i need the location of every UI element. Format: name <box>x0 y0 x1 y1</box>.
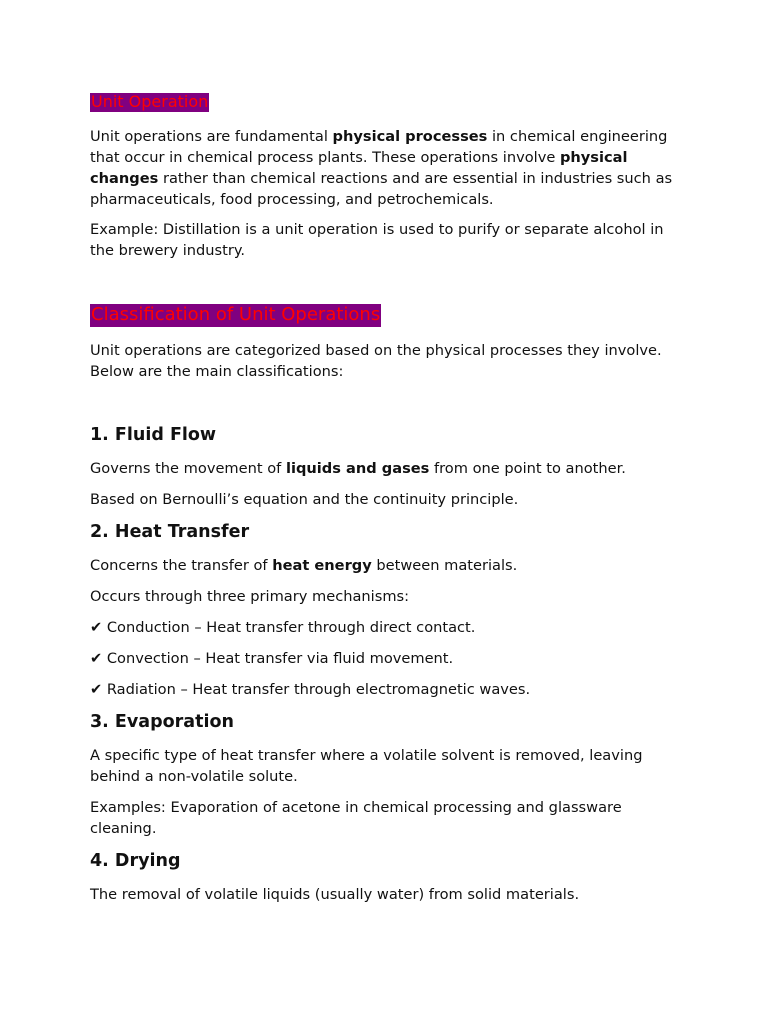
fluid-flow-description: Governs the movement of liquids and gases from one point to another. <box>90 460 626 477</box>
mechanism-radiation: ✔ Radiation – Heat transfer through electromagnetic waves. <box>90 681 531 698</box>
section-heading-classification: Classification of Unit Operations <box>91 304 381 325</box>
evaporation-examples: Examples: Evaporation of acetone in chemical processing and glassware cleaning. <box>90 799 622 837</box>
mechanism-convection: ✔ Convection – Heat transfer via fluid movement. <box>90 650 454 667</box>
unit-operation-example: Example: Distillation is a unit operation is used to purify or separate alcohol in the brewery industry. <box>90 221 664 259</box>
subheading-heat-transfer: 2. Heat Transfer <box>90 522 250 542</box>
section-heading-unit-operation: Unit Operation <box>91 92 209 111</box>
classification-intro: Unit operations are categorized based on the physical processes they involve. Below are the main classifications: <box>90 342 662 380</box>
subheading-fluid-flow: 1. Fluid Flow <box>90 425 217 445</box>
heat-transfer-description: Concerns the transfer of heat energy between materials. <box>90 557 518 574</box>
evaporation-description: A specific type of heat transfer where a volatile solvent is removed, leaving behind a non-volatile solute. <box>90 747 643 785</box>
drying-description: The removal of volatile liquids (usually water) from solid materials. <box>90 886 580 903</box>
subheading-evaporation: 3. Evaporation <box>90 712 234 732</box>
fluid-flow-basis: Based on Bernoulli’s equation and the continuity principle. <box>90 491 519 508</box>
mechanism-conduction: ✔ Conduction – Heat transfer through direct contact. <box>90 619 476 636</box>
subheading-drying: 4. Drying <box>90 851 181 871</box>
heat-transfer-mechanisms-intro: Occurs through three primary mechanisms: <box>90 588 410 605</box>
unit-operation-definition: Unit operations are fundamental physical processes in chemical engineering that occur in chemical process plants. These operations involve physical changes rather than chemical reactions and are essential in industries such as pharmaceuticals, food processing, and petrochemicals. <box>90 128 673 208</box>
